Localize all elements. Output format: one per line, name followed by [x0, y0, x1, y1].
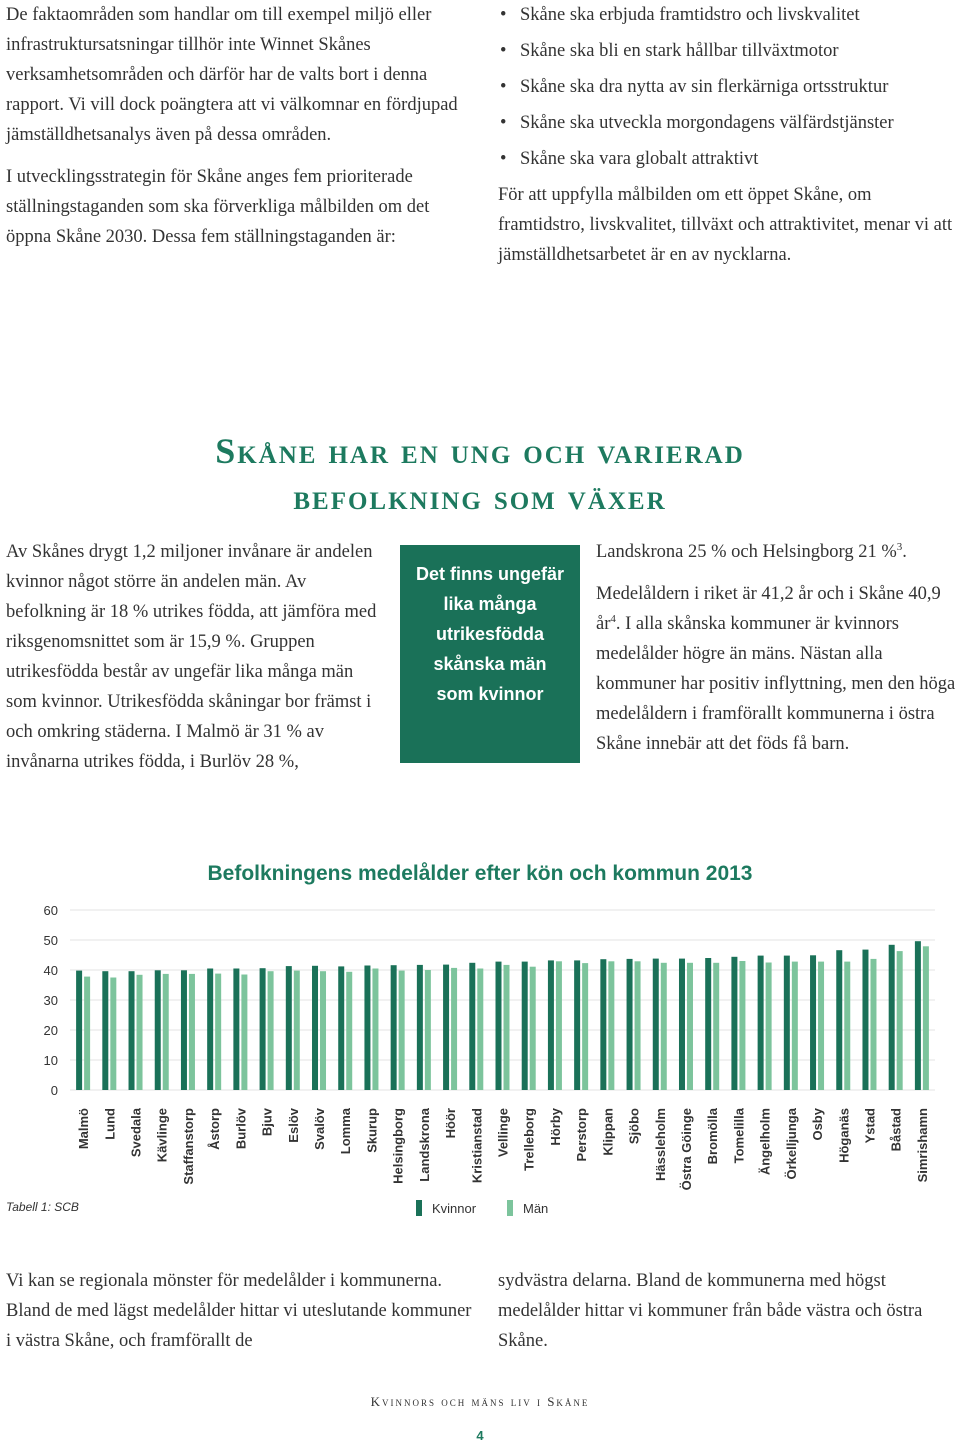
legend-swatch-kvinnor	[416, 1200, 422, 1216]
legend-swatch-man	[507, 1200, 513, 1216]
bar-man	[477, 969, 483, 1091]
x-tick-label: Eslöv	[285, 1108, 301, 1143]
x-tick-label: Kävlinge	[154, 1108, 170, 1163]
age-bar-chart	[0, 880, 960, 1210]
section-left-column	[6, 537, 384, 789]
bar-kvinnor	[653, 959, 659, 1090]
x-tick-label: Svalöv	[312, 1108, 328, 1150]
y-tick-label: 30	[43, 993, 58, 1008]
x-tick-label: Klippan	[600, 1108, 616, 1156]
right-text-1-end: .	[902, 542, 907, 562]
bar-man	[268, 971, 274, 1090]
section-heading	[0, 428, 960, 520]
page-number: 4	[476, 1428, 484, 1443]
intro-left-column	[6, 0, 466, 264]
bar-man	[530, 967, 536, 1090]
right-text-1: Landskrona 25 % och Helsingborg 21 %	[596, 542, 897, 562]
bar-man	[766, 963, 772, 1091]
callout-text: Det finns ungefär lika många utrikesfödda skånska män som kvinnor	[415, 564, 564, 704]
bar-kvinnor	[522, 962, 528, 1090]
bar-man	[84, 977, 90, 1090]
bar-man	[739, 961, 745, 1090]
bar-man	[556, 961, 562, 1090]
y-tick-label: 40	[43, 963, 58, 978]
section-heading-line-1: Skåne har en ung och varierad	[215, 431, 745, 471]
bar-kvinnor	[731, 957, 737, 1090]
bar-kvinnor	[469, 963, 475, 1090]
bar-kvinnor	[207, 969, 213, 1091]
bar-man	[635, 961, 641, 1090]
x-tick-label: Landskrona	[416, 1108, 432, 1182]
bar-man	[687, 963, 693, 1090]
bar-kvinnor	[233, 969, 239, 1091]
y-tick-label: 10	[43, 1053, 58, 1068]
bar-kvinnor	[129, 971, 135, 1090]
bar-man	[346, 972, 352, 1090]
bar-kvinnor	[679, 959, 685, 1090]
bar-man	[163, 974, 169, 1090]
bar-man	[897, 951, 903, 1090]
bar-kvinnor	[286, 966, 292, 1090]
x-tick-label: Bjuv	[259, 1108, 275, 1137]
section-right-text-1	[596, 537, 958, 567]
bar-man	[818, 962, 824, 1090]
bar-kvinnor	[836, 950, 842, 1090]
bar-man	[320, 971, 326, 1090]
running-footer: Kvinnors och mäns liv i Skåne	[370, 1394, 590, 1409]
priorities-list	[498, 0, 956, 174]
bar-man	[870, 959, 876, 1090]
priority-item: • Skåne ska utveckla morgondagens välfärdstjänster	[498, 108, 956, 138]
y-tick-label: 50	[43, 933, 58, 948]
chart-source: Tabell 1: SCB	[6, 1200, 79, 1214]
bar-man	[451, 968, 457, 1090]
bar-kvinnor	[181, 970, 187, 1090]
x-tick-label: Ängelholm	[757, 1108, 773, 1176]
bar-man	[110, 978, 116, 1091]
bar-kvinnor	[600, 959, 606, 1090]
priority-item: • Skåne ska vara globalt attraktivt	[498, 144, 956, 174]
outro-right	[498, 1266, 956, 1368]
x-tick-label: Tomelilla	[731, 1108, 747, 1164]
bar-man	[425, 970, 431, 1090]
x-tick-label: Staffanstorp	[180, 1108, 196, 1185]
x-tick-label: Perstorp	[574, 1108, 590, 1162]
bar-kvinnor	[496, 962, 502, 1090]
footnote-ref-4: 4	[610, 612, 616, 625]
bar-kvinnor	[260, 968, 266, 1090]
x-tick-label: Lomma	[338, 1108, 354, 1155]
bar-kvinnor	[862, 950, 868, 1090]
intro-right-column	[498, 0, 956, 282]
bar-kvinnor	[784, 956, 790, 1090]
bar-man	[923, 946, 929, 1090]
bar-man	[215, 974, 221, 1090]
legend-label-kvinnor: Kvinnor	[432, 1200, 477, 1216]
x-tick-label: Helsingborg	[390, 1108, 406, 1184]
bar-man	[137, 975, 143, 1090]
x-tick-label: Svedala	[128, 1108, 144, 1158]
bar-man	[713, 963, 719, 1090]
legend-kvinnor	[416, 1200, 476, 1216]
bar-kvinnor	[443, 965, 449, 1090]
footnote-ref-3: 3	[896, 540, 903, 553]
bar-man	[844, 962, 850, 1090]
x-tick-label: Åstorp	[207, 1108, 223, 1150]
bar-man	[241, 975, 247, 1091]
bar-kvinnor	[574, 960, 580, 1090]
priority-item: • Skåne ska dra nytta av sin flerkärniga ortsstruktur	[498, 72, 956, 102]
x-tick-label: Bromölla	[705, 1108, 721, 1165]
x-tick-label: Höganäs	[836, 1108, 852, 1163]
priority-item: • Skåne ska erbjuda framtidstro och livskvalitet	[498, 0, 956, 30]
x-tick-label: Sjöbo	[626, 1108, 642, 1145]
x-tick-label: Malmö	[76, 1108, 92, 1150]
callout-box	[400, 545, 580, 763]
x-tick-label: Höör	[443, 1108, 459, 1139]
section-right-text-2	[596, 579, 958, 759]
outro-left	[6, 1266, 472, 1368]
outro-left-text: Vi kan se regionala mönster för medelålder i kommunerna. Bland de med lägst medelålder hittar vi uteslutande kommuner i västra Skåne, och framförallt de	[6, 1271, 472, 1351]
bar-kvinnor	[338, 966, 344, 1090]
x-tick-label: Örkelljunga	[783, 1108, 799, 1180]
section-heading-line-2: befolkning som växer	[293, 477, 667, 517]
bar-kvinnor	[391, 965, 397, 1090]
section-left-text: Av Skånes drygt 1,2 miljoner invånare är andelen kvinnor något större än andelen män. Av befolkning är 18 % utrikes födda, att jämföra med riksgenomsnittet som är 15,9 %. Gruppen utrikesfödda består av ungefär lika många män som kvinnor. Utrikesfödda skåningar bor främst i och omkring städerna. I Malmö är 31 % av invånarna utrikes födda, i Burlöv 28 %,	[6, 542, 377, 772]
bar-man	[582, 963, 588, 1090]
x-tick-label: Osby	[810, 1108, 826, 1141]
x-tick-label: Burlöv	[233, 1108, 249, 1150]
bar-man	[504, 965, 510, 1090]
bar-kvinnor	[627, 959, 633, 1090]
bar-kvinnor	[102, 971, 108, 1090]
bar-man	[399, 971, 405, 1090]
bar-kvinnor	[758, 956, 764, 1090]
bar-kvinnor	[76, 971, 82, 1090]
priority-item: • Skåne ska bli en stark hållbar tillväxtmotor	[498, 36, 956, 66]
x-tick-label: Lund	[102, 1108, 118, 1140]
bar-kvinnor	[312, 966, 318, 1090]
x-tick-label: Östra Göinge	[678, 1108, 694, 1191]
outro-right-text: sydvästra delarna. Bland de kommunerna med högst medelålder hittar vi kommuner från både västra och östra Skåne.	[498, 1271, 923, 1351]
bar-kvinnor	[417, 965, 423, 1090]
x-tick-label: Vellinge	[495, 1108, 511, 1158]
bar-man	[792, 962, 798, 1090]
bar-man	[294, 971, 300, 1090]
legend-label-man: Män	[523, 1200, 549, 1216]
bar-kvinnor	[889, 945, 895, 1090]
right-text-2: Medelåldern i riket är 41,2 år och i Skåne 40,9 år	[596, 584, 941, 634]
bar-man	[189, 974, 195, 1090]
x-tick-label: Hässleholm	[652, 1108, 668, 1181]
x-tick-label: Hörby	[547, 1108, 563, 1146]
chart-title: Befolkningens medelålder efter kön och kommun 2013	[207, 862, 753, 885]
bar-kvinnor	[364, 966, 370, 1091]
intro-paragraph-1: De faktaområden som handlar om till exempel miljö eller infrastruktursatsningar tillhör inte Winnet Skånes verksamhetsområden och därför har de valts bort i denna rapport. Vi vill dock poängtera att vi välkomnar en fördjupad jämställdhetsanalys även på dessa områden.	[6, 5, 458, 145]
y-tick-label: 60	[43, 903, 58, 918]
x-tick-label: Kristianstad	[469, 1108, 485, 1184]
section-right-column	[596, 537, 958, 771]
bar-kvinnor	[705, 958, 711, 1090]
x-tick-label: Trelleborg	[521, 1108, 537, 1171]
bar-man	[372, 969, 378, 1091]
bar-man	[661, 963, 667, 1090]
bar-kvinnor	[155, 970, 161, 1090]
x-tick-label: Skurup	[364, 1108, 380, 1153]
legend-man	[507, 1200, 548, 1216]
bar-kvinnor	[810, 955, 816, 1090]
y-tick-label: 20	[43, 1023, 58, 1038]
x-tick-label: Simrishamn	[914, 1108, 930, 1183]
bar-kvinnor	[548, 960, 554, 1090]
y-tick-label: 0	[50, 1083, 58, 1098]
bar-kvinnor	[915, 941, 921, 1090]
right-text-3: . I alla skånska kommuner är kvinnors medelålder högre än mäns. Nästan alla kommuner har positiv inflyttning, men den höga medelåldern i framförallt kommunerna i östra Skåne innebär att det föds få barn.	[596, 614, 956, 754]
intro-paragraph-2: I utvecklingsstrategin för Skåne anges fem prioriterade ställningstaganden som ska förverkliga målbilden om det öppna Skåne 2030. Dessa fem ställningstaganden är:	[6, 167, 430, 247]
x-tick-label: Båstad	[888, 1108, 904, 1152]
intro-right-paragraph: För att uppfylla målbilden om ett öppet Skåne, om framtidstro, livskvalitet, tillväxt och attraktivitet, menar vi att jämställdhetsarbetet är en av nycklarna.	[498, 185, 953, 265]
x-tick-label: Ystad	[862, 1108, 878, 1144]
bar-man	[608, 961, 614, 1090]
